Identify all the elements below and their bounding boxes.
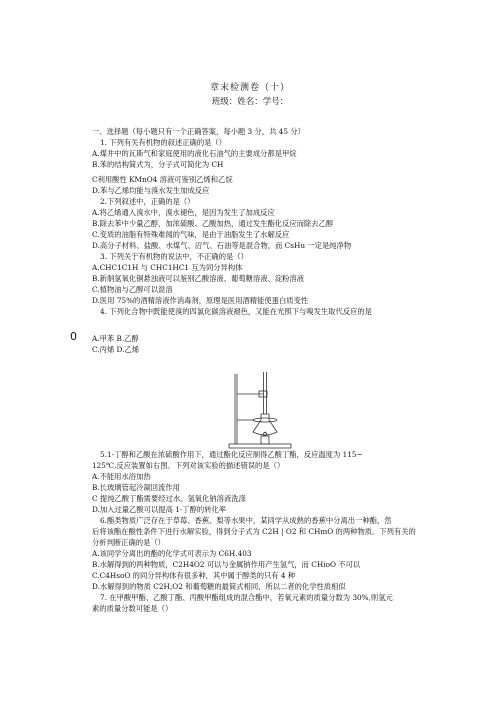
q4-options-ab: A.甲苯 B.乙醇 — [92, 334, 139, 343]
question-6-cont-1: 后将该酯在酸性条件下进行水解实验，得到分子式为 C2H | O2 和 CHmO 的两种物质。下列有关的 — [92, 527, 416, 536]
question-3: 3. 下列关于有机物的说法中，不正确的是（） — [100, 252, 248, 261]
q3-option-c: C.植物油与乙醇可以混溶 — [92, 285, 173, 294]
q3-option-a: A.CHC1C1H 与 CHC1HC1 互为同分异构体 — [92, 263, 243, 272]
question-4: 4. 下列化合物中既能使溴的四氯化碳溶液褪色，又能在光照下与嗅发生取代反应的是 — [100, 307, 372, 316]
question-5: 5.1-丁醇和乙酸在浓硫酸作用下，通过酯化反应制得乙酸丁酯，反应温度为 115~ — [100, 450, 363, 459]
q6-option-c: C.C4HsoO 的同分异构体有很多种，其中属于醇类的只有 4 种 — [92, 571, 296, 580]
reaction-apparatus-illustration — [225, 370, 295, 450]
q2-option-c: C.变质的油脂有特殊难闻的气味，是由于油脂发生了水解反应 — [92, 230, 290, 239]
q2-option-d: D.高分子材料、盐酸、水煤气、沼气、石油等是混合物，而 CsHu 一定是纯净物 — [92, 241, 352, 250]
q4-continuation: 0 — [70, 330, 77, 343]
q1-option-a: A.煤井中的瓦斯气和家庭使用的液化石油气的主要成分都是甲烷 — [92, 149, 297, 158]
q2-option-a: A.将乙烯通入溴水中，溴水褪色，是因为发生了加成反应 — [92, 208, 275, 217]
q2-option-b: B.除去苯中少量乙醇，加浓硫酸、乙酸加热，通过发生酯化反应而除去乙醇 — [92, 219, 334, 228]
q5-option-a: A.不能用水浴加热 — [92, 472, 151, 481]
question-6: 6.酯类物质广泛存在于草莓、香蕉、梨等水果中，某同学从成熟的香蕉中分离出一种酯，然 — [100, 516, 392, 525]
question-5-cont: 125℃,反应装置如右图。下列对该实验的描述错误的是（） — [92, 461, 285, 470]
q5-option-c: C 提纯乙酸丁酯需要经过水、氢氧化钠溶液洗涤 — [92, 494, 246, 503]
question-6-cont-2: 分析判断正确的是（） — [92, 538, 165, 547]
q6-option-a: A.该同学分离出的酯的化学式可表示为 C6H.403 — [92, 549, 252, 558]
q3-option-b: B.新制氢氧化铜悬浊液可以鉴别乙酸溶液、葡萄糖溶液、淀粉溶液 — [92, 274, 304, 283]
q4-options-cd: C.丙烯 D.乙烯 — [92, 345, 140, 354]
question-7-cont: 素的质量分数可能是（） — [92, 604, 173, 613]
q1-option-c: C利用酸性 KMnO4 溶液可鉴别乙烯和乙烷 — [92, 175, 233, 184]
class-name-id-line: 班级：姓名：学号： — [211, 97, 289, 107]
question-2: 2.下列叙述中，正确的是（） — [100, 197, 195, 206]
q5-option-d: D.加入过量乙酸可以提高 1-丁醇的转化率 — [92, 505, 227, 514]
question-1: 1. 下列有关有机物的叙述正确的是（） — [100, 138, 227, 147]
page-title: 章末检测卷（十） — [209, 83, 290, 93]
q6-option-d: D.水解得到的物质 C2H,O2 和葡萄糖的最简式相同，所以二者的化学性质相似 — [92, 582, 346, 591]
q1-option-d: D.苯与乙烯均能与溴水发生加成反应 — [92, 186, 210, 195]
section-heading: 一、选择题（每小题只有一个正确答案，每小题 3 分，共 45 分） — [92, 127, 305, 136]
question-7: 7. 在甲酸甲酯、乙酸丁酯、丙酸甲酯组成的混合酯中，若氧元素的质量分数为 30%,则氢元 — [100, 593, 393, 602]
q3-option-d: D.医用 75%的酒精溶液作消毒剂，原理是医用酒精能使蛋白质变性 — [92, 296, 309, 305]
q6-option-b: B.水解得到的两种物质，C2H4O2 可以与金属钠作用产生氢气，而 CHioO 不可以 — [92, 560, 361, 569]
q1-option-b: B.苯的结构简式为，分子式可简化为 CH — [92, 160, 224, 169]
q5-option-b: B.长玻璃管起冷凝回流作用 — [92, 483, 180, 492]
